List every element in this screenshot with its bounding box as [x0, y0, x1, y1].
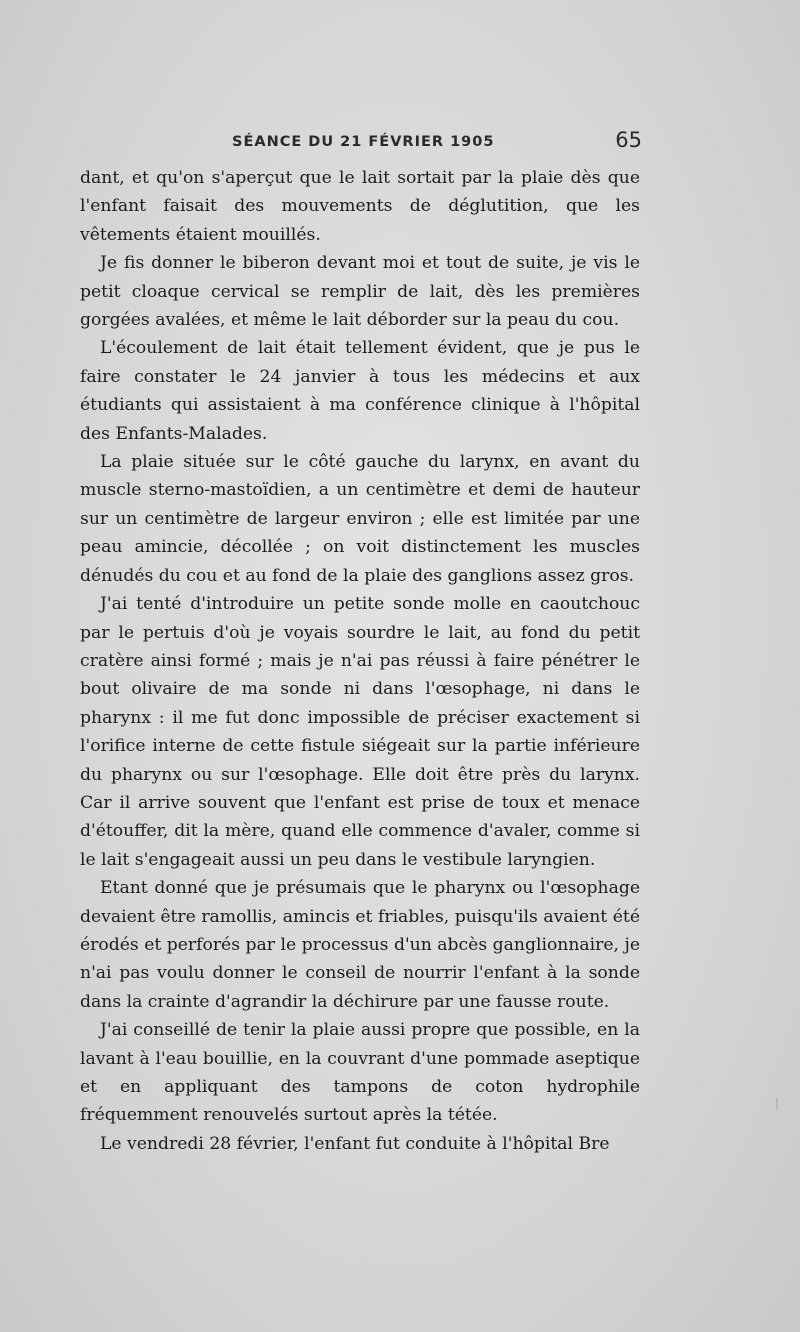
paragraph: Etant donné que je présumais que le pharynx ou l'œsophage devaient être ramollis, amincis et friables, puisqu'ils avaient été érodés et perforés par le processus d'un abcès ganglionnaire, je n'ai pas voulu donner le conseil de nourrir l'enfant à la sonde dans la crainte d'agrandir la déchirure par une fausse route.: [80, 878, 640, 1012]
paragraph: J'ai tenté d'introduire un petite sonde molle en caoutchouc par le pertuis d'où je voyais sourdre le lait, au fond du petit cratère ainsi formé ; mais je n'ai pas réussi à faire pénétrer le bout olivaire de ma sonde ni dans l'œsophage, ni dans le pharynx : il me fut donc impossible de préciser exactement si l'orifice interne de cette fistule siégeait sur la partie inférieure du pharynx ou sur l'œsophage. Elle doit être près du larynx. Car il arrive souvent que l'enfant est prise de toux et menace d'étouffer, dit la mère, quand elle commence d'avaler, comme si le lait s'engageait aussi un peu dans le vestibule laryngien.: [80, 594, 640, 870]
paragraph: La plaie située sur le côté gauche du larynx, en avant du muscle sterno-mastoïdien, a un centimètre et demi de hauteur sur un centimètre de largeur environ ; elle est limitée par une peau amincie, décollée ; on voit distinctement les muscles dénudés du cou et au fond de la plaie des ganglions assez gros.: [80, 452, 640, 586]
paragraph: L'écoulement de lait était tellement évident, que je pus le faire constater le 24 janvier à tous les médecins et aux étudiants qui assistaient à ma conférence clinique à l'hôpital des Enfants-Malades.: [80, 338, 640, 444]
paragraph: J'ai conseillé de tenir la plaie aussi propre que possible, en la lavant à l'eau bouillie, en la couvrant d'une pommade aseptique et en appliquant des tampons de coton hydrophile fréquemment renouvelés surtout après la tétée.: [80, 1020, 640, 1126]
paragraph: dant, et qu'on s'aperçut que le lait sortait par la plaie dès que l'enfant faisait des mouvements de déglutition, que les vêtements étaient mouillés.: [80, 168, 640, 245]
body-text: [80, 164, 640, 1158]
book-page: [80, 128, 640, 1158]
running-title: SÉANCE DU 21 FÉVRIER 1905: [232, 134, 495, 150]
page-number: 65: [615, 128, 642, 152]
running-header: [80, 128, 640, 164]
paper-speck: [776, 1098, 778, 1110]
paragraph: Je fis donner le biberon devant moi et tout de suite, je vis le petit cloaque cervical se remplir de lait, dès les premières gorgées avalées, et même le lait déborder sur la peau du cou.: [80, 253, 640, 331]
paragraph: Le vendredi 28 février, l'enfant fut conduite à l'hôpital Bre: [100, 1133, 610, 1154]
